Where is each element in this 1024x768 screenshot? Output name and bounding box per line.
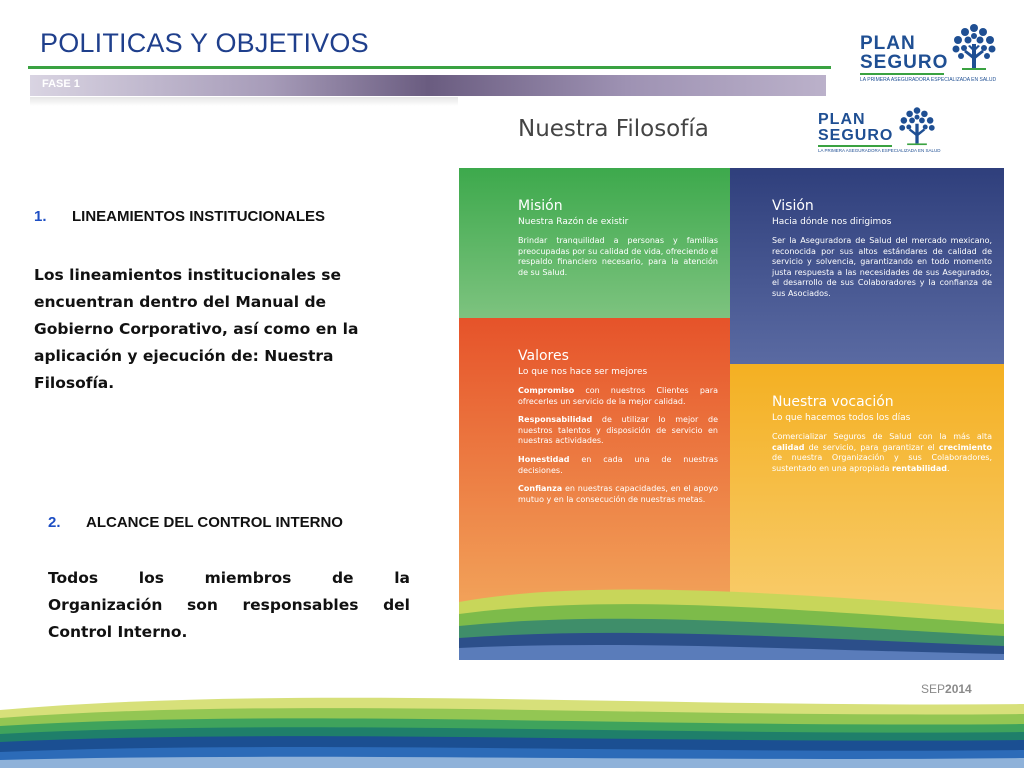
vision-card <box>730 168 1004 364</box>
phase-bar-shadow <box>30 97 458 106</box>
valor-item: Honestidad en cada una de nuestras decisiones. <box>518 454 718 475</box>
valor-item: Compromiso con nuestros Clientes para ofrecerles un servicio de la mejor calidad. <box>518 386 718 406</box>
phase-label: FASE 1 <box>42 78 80 90</box>
mision-card <box>459 168 730 318</box>
mision-subtitle: Nuestra Razón de existir <box>518 217 629 227</box>
vision-subtitle: Hacia dónde nos dirigimos <box>772 217 892 227</box>
word: miembros <box>204 569 292 587</box>
section1-title: LINEAMIENTOS INSTITUCIONALES <box>72 208 326 225</box>
valor-item: Confianza en nuestras capacidades, en el apoyo mutuo y en la consecución de nuestras metas. <box>518 484 718 504</box>
section1-body: Los lineamientos institucionales se encuentran dentro del Manual de Gobierno Corporativo, así como en la aplicación y ejecución de: Nuestra Filosofía. <box>34 266 359 392</box>
word: los <box>138 569 164 587</box>
vocacion-title: Nuestra vocación <box>772 394 894 410</box>
section1-number: 1. <box>34 208 47 225</box>
slide-title: POLITICAS Y OBJETIVOS <box>40 28 369 58</box>
word: de <box>331 569 354 587</box>
valor-item: Responsabilidad de utilizar lo mejor de nuestros talentos y disposición de servicio en nuestras actividades. <box>518 415 718 446</box>
mision-text: Brindar tranquilidad a personas y familias preocupadas por su calidad de vida, ofreciendo el respaldo financiero necesario, para la atención de su Salud. <box>518 236 718 277</box>
valores-title: Valores <box>518 348 569 364</box>
valores-subtitle: Lo que nos hace ser mejores <box>518 367 648 377</box>
vision-text: Ser la Aseguradora de Salud del mercado mexicano, reconocida por sus altos estándares de calidad de servicio y solvencia, garantizando en todo momento justa respuesta a las necesidades de sus Asegurados, el desarrollo de sus Colaboradores y la confianza de sus Asociados. <box>772 236 992 298</box>
section2-body-line1 <box>48 565 410 592</box>
word: Todos <box>48 569 99 587</box>
philosophy-grid <box>459 168 1004 660</box>
phase-bar <box>30 75 826 96</box>
title-divider <box>28 66 831 69</box>
section2-number: 2. <box>48 514 61 531</box>
vision-title: Visión <box>772 198 814 214</box>
logo-line1: PLAN <box>818 111 866 128</box>
plan-seguro-logo <box>860 20 1008 83</box>
tree-icon <box>946 20 1002 76</box>
logo-line2: SEGURO <box>818 127 894 144</box>
philosophy-header: Nuestra Filosofía <box>518 116 709 142</box>
date-label: SEP2014 <box>921 682 972 696</box>
section2-body-rest: Organización son responsables del Control Interno. <box>48 596 410 641</box>
logo-tagline: LA PRIMERA ASEGURADORA ESPECIALIZADA EN SALUD <box>818 148 941 153</box>
valores-text <box>518 386 718 505</box>
logo-underline <box>860 73 944 75</box>
section2-body <box>48 565 410 646</box>
logo-tagline: LA PRIMERA ASEGURADORA ESPECIALIZADA EN SALUD <box>860 77 997 83</box>
section2-title: ALCANCE DEL CONTROL INTERNO <box>86 514 343 531</box>
vocacion-subtitle: Lo que hacemos todos los días <box>772 413 911 423</box>
logo-line1: PLAN <box>860 33 916 54</box>
logo-underline <box>818 145 892 147</box>
vocacion-text: Comercializar Seguros de Salud con la más alta calidad de servicio, para garantizar el crecimiento de nuestra Organización y sus Colaboradores, sustentado en una apropiada rentabilidad. <box>772 432 992 473</box>
section2-heading <box>48 514 343 531</box>
section1-heading <box>34 208 325 225</box>
mision-title: Misión <box>518 198 563 214</box>
footer-waves <box>0 690 1024 768</box>
word: la <box>394 569 410 587</box>
logo-line2: SEGURO <box>860 52 949 73</box>
plan-seguro-logo-small <box>818 104 953 154</box>
tree-icon <box>894 104 940 150</box>
grid-waves <box>459 580 1004 660</box>
